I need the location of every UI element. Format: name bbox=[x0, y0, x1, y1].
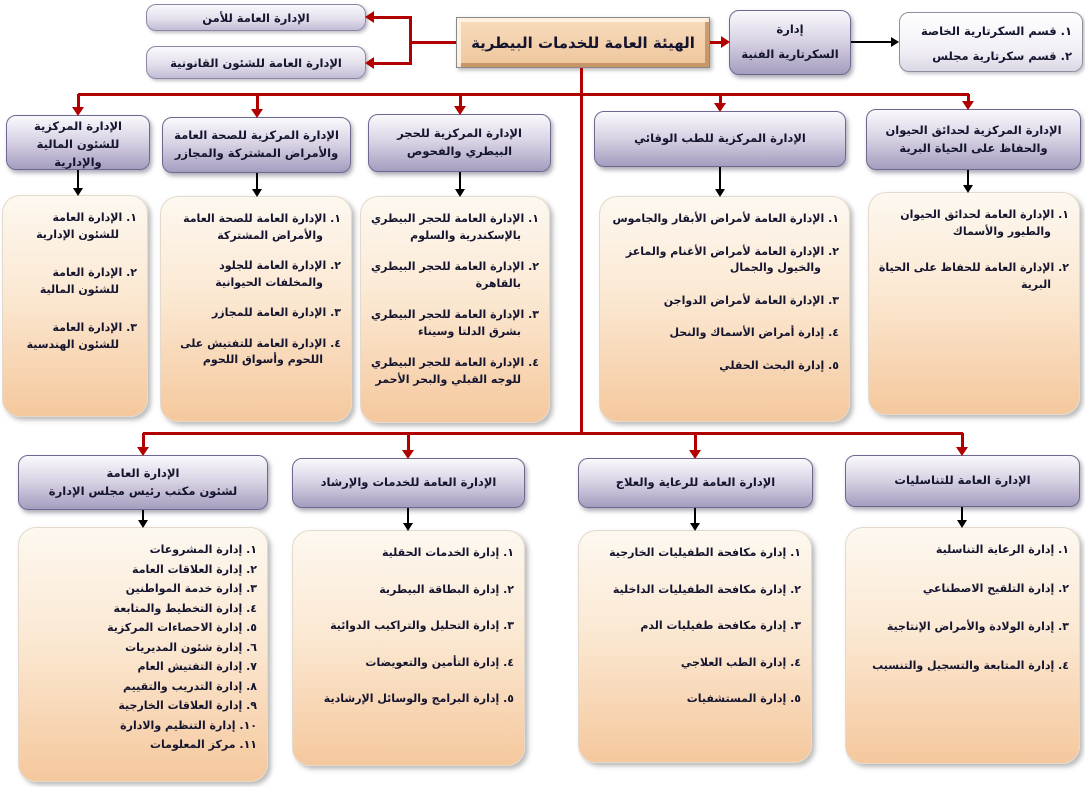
org-unit-item: ١. الإدارة العامة للحجر البيطري بالإسكندرية والسلوم bbox=[371, 212, 539, 242]
header-line: الإدارة العامة للرعاية والعلاج bbox=[615, 475, 776, 490]
department-list bbox=[875, 207, 1069, 293]
org-unit-item: ٣. الإدارة العامة للشئون الهندسية bbox=[26, 321, 137, 351]
org-unit-item: ٣. إدارة الولادة والأمراض الإنتاجية bbox=[886, 620, 1069, 633]
department-list bbox=[585, 545, 801, 708]
general-admin-reproduction-header bbox=[845, 455, 1080, 507]
org-unit-item: ٣. إدارة مكافحة طفيليات الدم bbox=[640, 619, 801, 632]
arrowhead-icon bbox=[891, 37, 899, 47]
header-line: للشئون المالية والإدارية bbox=[36, 136, 120, 169]
header-line: الإدارة المركزية لحدائق الحيوان bbox=[885, 122, 1062, 137]
org-unit-item: ٢. إدارة التلقيح الاصطناعي bbox=[922, 581, 1069, 595]
arrowhead-icon bbox=[365, 11, 374, 23]
department-list bbox=[25, 542, 257, 754]
connector-line bbox=[142, 510, 144, 520]
connector-line bbox=[407, 508, 409, 523]
org-unit-item: ١. الإدارة العامة للشئون الإدارية bbox=[36, 211, 137, 241]
org-unit-item: ٣. الإدارة العامة للمجازر bbox=[211, 306, 341, 319]
header-line: الإدارة المركزية bbox=[33, 119, 123, 133]
department-list bbox=[852, 542, 1069, 674]
central-admin-preventive-header bbox=[594, 111, 846, 167]
arrowhead-icon bbox=[72, 107, 84, 116]
header-line: الإدارة العامة للخدمات والإرشاد bbox=[320, 475, 497, 490]
org-unit-item: ٣. الإدارة العامة لأمراض الدواجن bbox=[663, 293, 839, 307]
org-unit-item: ٤. إدارة التأمين والتعويضات bbox=[365, 655, 514, 669]
arrowhead-icon bbox=[689, 450, 701, 459]
arrowhead-icon bbox=[690, 523, 700, 531]
org-unit-item: ١. الإدارة العامة للصحة العامة والأمراض المشتركة bbox=[183, 212, 341, 242]
org-unit-item: ١١. مركز المعلومات bbox=[149, 738, 257, 751]
central-admin-zoos-header bbox=[866, 109, 1081, 170]
connector-line bbox=[967, 94, 970, 101]
connector-line bbox=[961, 507, 963, 520]
security-admin-label: الإدارة العامة للأمن bbox=[202, 10, 310, 25]
connector-line bbox=[694, 508, 696, 523]
connector-line bbox=[143, 432, 963, 435]
org-unit-item: ٧. إدارة التفتيش العام bbox=[137, 660, 257, 673]
arrowhead-icon bbox=[137, 447, 149, 456]
connector-line bbox=[256, 94, 259, 109]
technical-secretariat-box bbox=[729, 10, 851, 75]
org-unit-item: ١. إدارة الخدمات الحقلية bbox=[382, 546, 514, 559]
legal-affairs-box bbox=[146, 46, 366, 79]
arrowhead-icon bbox=[365, 57, 374, 69]
connector-line bbox=[374, 16, 411, 19]
header-line: الإدارة المركزية للحجر bbox=[397, 126, 522, 141]
org-unit-item: ١. إدارة الرعاية التناسلية bbox=[935, 543, 1069, 556]
org-unit-item: ٦. إدارة شئون المديريات bbox=[125, 640, 257, 654]
org-unit-item: ٢. الإدارة العامة للجلود والمخلفات الحيوانية bbox=[215, 259, 341, 289]
connector-line bbox=[77, 170, 79, 188]
department-list bbox=[9, 210, 137, 353]
central-admin-quarantine-departments bbox=[360, 196, 550, 423]
org-unit-item: ٣. إدارة خدمة المواطنين bbox=[125, 582, 257, 595]
org-unit-item: ٢. الإدارة العامة للحفاظ على الحياة البرية bbox=[878, 261, 1069, 291]
general-admin-care-departments bbox=[578, 530, 812, 763]
org-unit-item: ٢. إدارة البطاقة البيطرية bbox=[379, 582, 514, 596]
connector-line bbox=[78, 93, 969, 96]
connector-line bbox=[719, 94, 722, 103]
arrowhead-icon bbox=[402, 450, 414, 459]
header-line: البيطري والفحوص bbox=[406, 144, 513, 158]
org-unit-item: ٥. إدارة البحث الحقلي bbox=[719, 358, 839, 372]
arrowhead-icon bbox=[957, 520, 967, 528]
org-unit-item: ١. إدارة المشروعات bbox=[149, 543, 257, 556]
org-unit-item: ٢. إدارة مكافحة الطفيليات الداخلية bbox=[612, 582, 801, 596]
arrowhead-icon bbox=[252, 189, 262, 197]
arrowhead-icon bbox=[454, 106, 466, 115]
org-unit-item: ٤. إدارة التخطيط والمتابعة bbox=[113, 601, 257, 615]
org-unit-item: ٥. إدارة البرامج والوسائل الإرشادية bbox=[323, 692, 514, 705]
header-line: والأمراض المشتركة والمجازر bbox=[174, 146, 339, 160]
connector-line bbox=[374, 62, 411, 65]
central-admin-finance-departments bbox=[2, 195, 148, 417]
org-unit-item: ٤. إدارة أمراض الأسماك والنحل bbox=[669, 326, 839, 339]
connector-line bbox=[967, 170, 969, 185]
general-admin-services-header bbox=[292, 458, 525, 508]
general-admin-chairman-office-header bbox=[18, 455, 268, 510]
header-line: لشئون مكتب رئيس مجلس الإدارة bbox=[48, 483, 238, 498]
central-admin-preventive-departments bbox=[599, 196, 850, 422]
connector-line bbox=[459, 172, 461, 189]
central-admin-quarantine-header bbox=[368, 114, 551, 172]
authority-title-box bbox=[456, 17, 710, 68]
org-unit-item: ٤. الإدارة العامة للتفتيش على اللحوم وأسواق اللحوم bbox=[180, 336, 341, 366]
org-unit-item: ٤. الإدارة العامة للحجر البيطري للوجه القبلي والبحر الأحمر bbox=[371, 356, 539, 386]
legal-affairs-label: الإدارة العامة للشئون القانونية bbox=[170, 55, 342, 70]
arrowhead-icon bbox=[715, 189, 725, 197]
org-unit-item: ٣. الإدارة العامة للحجر البيطري بشرق الدلتا وسيناء bbox=[371, 308, 539, 338]
arrowhead-icon bbox=[963, 185, 973, 193]
org-unit-item: ١. الإدارة العامة لأمراض الأبقار والجاموس bbox=[612, 212, 839, 225]
central-admin-zoos-departments bbox=[868, 192, 1080, 415]
secretariat-sections-box bbox=[899, 12, 1083, 72]
department-list bbox=[606, 211, 839, 374]
org-unit-item: ٥. إدارة المستشفيات bbox=[686, 692, 801, 705]
secretariat-line2: السكرتارية الفنية bbox=[741, 47, 839, 62]
connector-line bbox=[256, 173, 258, 189]
connector-line bbox=[719, 167, 721, 189]
header-line: الإدارة العامة bbox=[106, 465, 180, 480]
general-admin-chairman-office-departments bbox=[18, 527, 268, 782]
security-admin-box bbox=[146, 4, 366, 31]
arrowhead-icon bbox=[721, 36, 730, 48]
connector-line bbox=[142, 433, 145, 447]
arrowhead-icon bbox=[73, 188, 83, 196]
org-unit-item: ٢. الإدارة العامة للشئون المالية bbox=[39, 266, 137, 296]
general-admin-reproduction-departments bbox=[845, 527, 1080, 764]
connector-line bbox=[961, 433, 964, 447]
org-unit-item: ٥. إدارة الاحصاءات المركزية bbox=[107, 621, 257, 634]
org-unit-item: ٢. إدارة العلاقات العامة bbox=[132, 562, 257, 576]
arrowhead-icon bbox=[403, 523, 413, 531]
org-unit-item: ٩. إدارة العلاقات الخارجية bbox=[118, 699, 257, 712]
connector-line bbox=[459, 94, 462, 106]
arrowhead-icon bbox=[714, 103, 726, 112]
org-unit-item: ١٠. إدارة التنظيم والادارة bbox=[120, 718, 257, 732]
connector-line bbox=[851, 41, 891, 43]
department-list bbox=[167, 211, 341, 369]
header-line: الإدارة المركزية للصحة العامة bbox=[174, 128, 339, 143]
org-unit-item: ٢. الإدارة العامة للحجر البيطري بالقاهرة bbox=[371, 260, 539, 290]
header-line: الإدارة المركزية للطب الوقائي bbox=[634, 131, 806, 146]
connector-line bbox=[694, 433, 697, 450]
connector-line bbox=[410, 41, 456, 44]
connector-line bbox=[407, 433, 410, 450]
department-list bbox=[367, 211, 539, 388]
org-unit-item: ٤. إدارة المتابعة والتسجيل والتنسيب bbox=[872, 658, 1069, 672]
org-unit-item: ٨. إدارة التدريب والتقييم bbox=[122, 679, 257, 693]
connector-line bbox=[409, 16, 412, 65]
org-unit-item: ٤. إدارة الطب العلاجي bbox=[680, 655, 801, 669]
org-unit-item: ٢. الإدارة العامة لأمراض الأغنام والماعز والخيول والجمال bbox=[625, 244, 839, 274]
org-unit-item: ١. الإدارة العامة لحدائق الحيوان والطيور والأسماك bbox=[900, 208, 1069, 238]
arrowhead-icon bbox=[455, 189, 465, 197]
org-unit-item: ١. إدارة مكافحة الطفيليات الخارجية bbox=[609, 546, 801, 559]
secretariat-sections-list bbox=[906, 23, 1072, 66]
arrowhead-icon bbox=[251, 109, 263, 118]
arrowhead-icon bbox=[956, 447, 968, 456]
central-admin-finance-header bbox=[6, 115, 150, 170]
arrowhead-icon bbox=[962, 101, 974, 110]
central-admin-publichealth-departments bbox=[160, 196, 352, 422]
department-list bbox=[299, 545, 514, 708]
org-unit-item: ٢. قسم سكرتارية مجلس bbox=[932, 49, 1072, 64]
arrowhead-icon bbox=[138, 520, 148, 528]
secretariat-line1: إدارة bbox=[776, 21, 804, 36]
org-unit-item: ١. قسم السكرتارية الخاصة bbox=[921, 24, 1072, 38]
authority-title: الهيئة العامة للخدمات البيطرية bbox=[471, 33, 695, 52]
header-line: الإدارة العامة للتناسليات bbox=[894, 473, 1031, 488]
connector-line bbox=[580, 68, 583, 434]
header-line: والحفاظ على الحياة البرية bbox=[899, 140, 1048, 155]
org-unit-item: ٣. إدارة التحليل والتراكيب الدوائية bbox=[330, 619, 514, 632]
general-admin-care-header bbox=[578, 458, 813, 508]
connector-line bbox=[77, 94, 80, 107]
general-admin-services-departments bbox=[292, 530, 525, 766]
central-admin-publichealth-header bbox=[162, 117, 351, 173]
